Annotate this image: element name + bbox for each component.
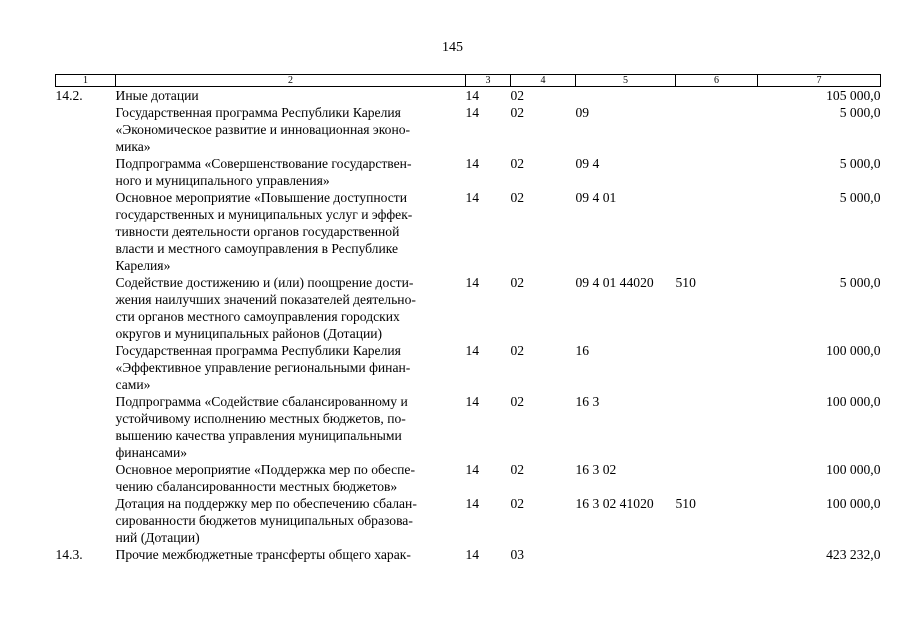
expense-type-code bbox=[676, 546, 758, 563]
section-code: 14 bbox=[465, 496, 480, 511]
description-line: жения наилучших значений показателей деятельно- bbox=[115, 292, 416, 307]
amount: 100 000,0 bbox=[826, 343, 881, 358]
section-code: 14 bbox=[465, 88, 480, 103]
description-line: сами» bbox=[115, 377, 151, 392]
expense-type-code bbox=[676, 461, 758, 495]
column-header: 3 bbox=[466, 75, 511, 87]
expense-type-code: 510 bbox=[675, 496, 696, 511]
column-header: 5 bbox=[576, 75, 676, 87]
expense-type-code bbox=[676, 104, 758, 155]
subsection-code: 02 bbox=[510, 462, 525, 477]
subsection-code: 02 bbox=[510, 394, 525, 409]
description-line: финансами» bbox=[115, 445, 188, 460]
subsection-code: 02 bbox=[510, 88, 525, 103]
description-line: Основное мероприятие «Повышение доступности bbox=[115, 190, 408, 205]
row-number bbox=[56, 393, 116, 461]
section-code: 14 bbox=[465, 156, 480, 171]
target-article-code: 16 3 02 bbox=[575, 462, 617, 477]
amount: 100 000,0 bbox=[826, 462, 881, 477]
target-article-code: 16 3 02 41020 bbox=[575, 496, 654, 511]
description-line: государственных и муниципальных услуг и эффек- bbox=[115, 207, 413, 222]
table-row bbox=[56, 274, 881, 342]
row-number: 14.3. bbox=[55, 547, 83, 562]
description-line: мика» bbox=[115, 139, 151, 154]
row-description bbox=[116, 546, 466, 563]
table-row bbox=[56, 495, 881, 546]
row-number bbox=[56, 274, 116, 342]
amount: 5 000,0 bbox=[839, 105, 881, 120]
table-body bbox=[56, 87, 881, 564]
row-description bbox=[116, 104, 466, 155]
subsection-code: 03 bbox=[510, 547, 525, 562]
target-article-code: 16 3 bbox=[575, 394, 600, 409]
table-row bbox=[56, 461, 881, 495]
description-line: ного и муниципального управления» bbox=[115, 173, 330, 188]
row-number bbox=[56, 342, 116, 393]
column-header: 4 bbox=[511, 75, 576, 87]
target-article-code: 09 4 01 bbox=[575, 190, 617, 205]
description-line: Дотация на поддержку мер по обеспечению сбалан- bbox=[115, 496, 417, 511]
row-description bbox=[116, 342, 466, 393]
section-code: 14 bbox=[465, 547, 480, 562]
section-code: 14 bbox=[465, 190, 480, 205]
column-header: 6 bbox=[676, 75, 758, 87]
row-number: 14.2. bbox=[55, 88, 83, 103]
row-description bbox=[116, 155, 466, 189]
section-code: 14 bbox=[465, 343, 480, 358]
description-line: Прочие межбюджетные трансферты общего харак- bbox=[115, 547, 411, 562]
section-code: 14 bbox=[465, 105, 480, 120]
target-article-code bbox=[576, 87, 676, 105]
description-line: сти органов местного самоуправления городских bbox=[115, 309, 400, 324]
row-number bbox=[56, 189, 116, 274]
description-line: власти и местного самоуправления в Республике bbox=[115, 241, 399, 256]
description-line: Основное мероприятие «Поддержка мер по обеспе- bbox=[115, 462, 415, 477]
table-row bbox=[56, 104, 881, 155]
section-code: 14 bbox=[465, 462, 480, 477]
amount: 5 000,0 bbox=[839, 275, 881, 290]
target-article-code: 09 bbox=[575, 105, 590, 120]
target-article-code: 09 4 01 44020 bbox=[575, 275, 654, 290]
row-description bbox=[116, 393, 466, 461]
description-line: «Эффективное управление региональными финан- bbox=[115, 360, 411, 375]
amount: 5 000,0 bbox=[839, 156, 881, 171]
description-line: Иные дотации bbox=[115, 88, 199, 103]
description-line: устойчивому исполнению местных бюджетов, по- bbox=[115, 411, 406, 426]
row-description bbox=[116, 495, 466, 546]
amount: 423 232,0 bbox=[826, 547, 881, 562]
budget-table bbox=[55, 74, 881, 563]
description-line: чению сбалансированности местных бюджетов» bbox=[115, 479, 398, 494]
table-row bbox=[56, 87, 881, 105]
row-description bbox=[116, 87, 466, 105]
subsection-code: 02 bbox=[510, 496, 525, 511]
description-line: Содействие достижению и (или) поощрение дости- bbox=[115, 275, 414, 290]
amount: 100 000,0 bbox=[826, 394, 881, 409]
expense-type-code bbox=[676, 393, 758, 461]
page-number: 145 bbox=[442, 40, 463, 55]
description-line: сированности бюджетов муниципальных образова- bbox=[115, 513, 413, 528]
expense-type-code: 510 bbox=[675, 275, 696, 290]
column-header: 1 bbox=[56, 75, 116, 87]
subsection-code: 02 bbox=[510, 156, 525, 171]
description-line: «Экономическое развитие и инновационная эконо- bbox=[115, 122, 411, 137]
section-code: 14 bbox=[465, 394, 480, 409]
subsection-code: 02 bbox=[510, 343, 525, 358]
amount: 105 000,0 bbox=[826, 88, 881, 103]
table-row bbox=[56, 393, 881, 461]
target-article-code: 16 bbox=[575, 343, 590, 358]
amount: 100 000,0 bbox=[826, 496, 881, 511]
expense-type-code bbox=[676, 87, 758, 105]
row-number bbox=[56, 461, 116, 495]
row-description bbox=[116, 189, 466, 274]
table-row bbox=[56, 342, 881, 393]
amount: 5 000,0 bbox=[839, 190, 881, 205]
row-description bbox=[116, 461, 466, 495]
row-number bbox=[56, 495, 116, 546]
subsection-code: 02 bbox=[510, 275, 525, 290]
expense-type-code bbox=[676, 155, 758, 189]
description-line: Подпрограмма «Содействие сбалансированному и bbox=[115, 394, 408, 409]
row-description bbox=[116, 274, 466, 342]
expense-type-code bbox=[676, 342, 758, 393]
subsection-code: 02 bbox=[510, 105, 525, 120]
row-number bbox=[56, 155, 116, 189]
column-header: 7 bbox=[758, 75, 881, 87]
column-header: 2 bbox=[116, 75, 466, 87]
table-row bbox=[56, 155, 881, 189]
table-header-row bbox=[56, 75, 881, 87]
description-line: вышению качества управления муниципальными bbox=[115, 428, 402, 443]
description-line: Карелия» bbox=[115, 258, 171, 273]
description-line: округов и муниципальных районов (Дотации) bbox=[115, 326, 383, 341]
description-line: Подпрограмма «Совершенствование государствен- bbox=[115, 156, 412, 171]
description-line: тивности деятельности органов государственной bbox=[115, 224, 400, 239]
description-line: ний (Дотации) bbox=[115, 530, 200, 545]
expense-type-code bbox=[676, 189, 758, 274]
target-article-code: 09 4 bbox=[575, 156, 600, 171]
row-number bbox=[56, 104, 116, 155]
description-line: Государственная программа Республики Карелия bbox=[115, 343, 401, 358]
section-code: 14 bbox=[465, 275, 480, 290]
table-row bbox=[56, 189, 881, 274]
table-row bbox=[56, 546, 881, 563]
target-article-code bbox=[576, 546, 676, 563]
description-line: Государственная программа Республики Карелия bbox=[115, 105, 401, 120]
subsection-code: 02 bbox=[510, 190, 525, 205]
